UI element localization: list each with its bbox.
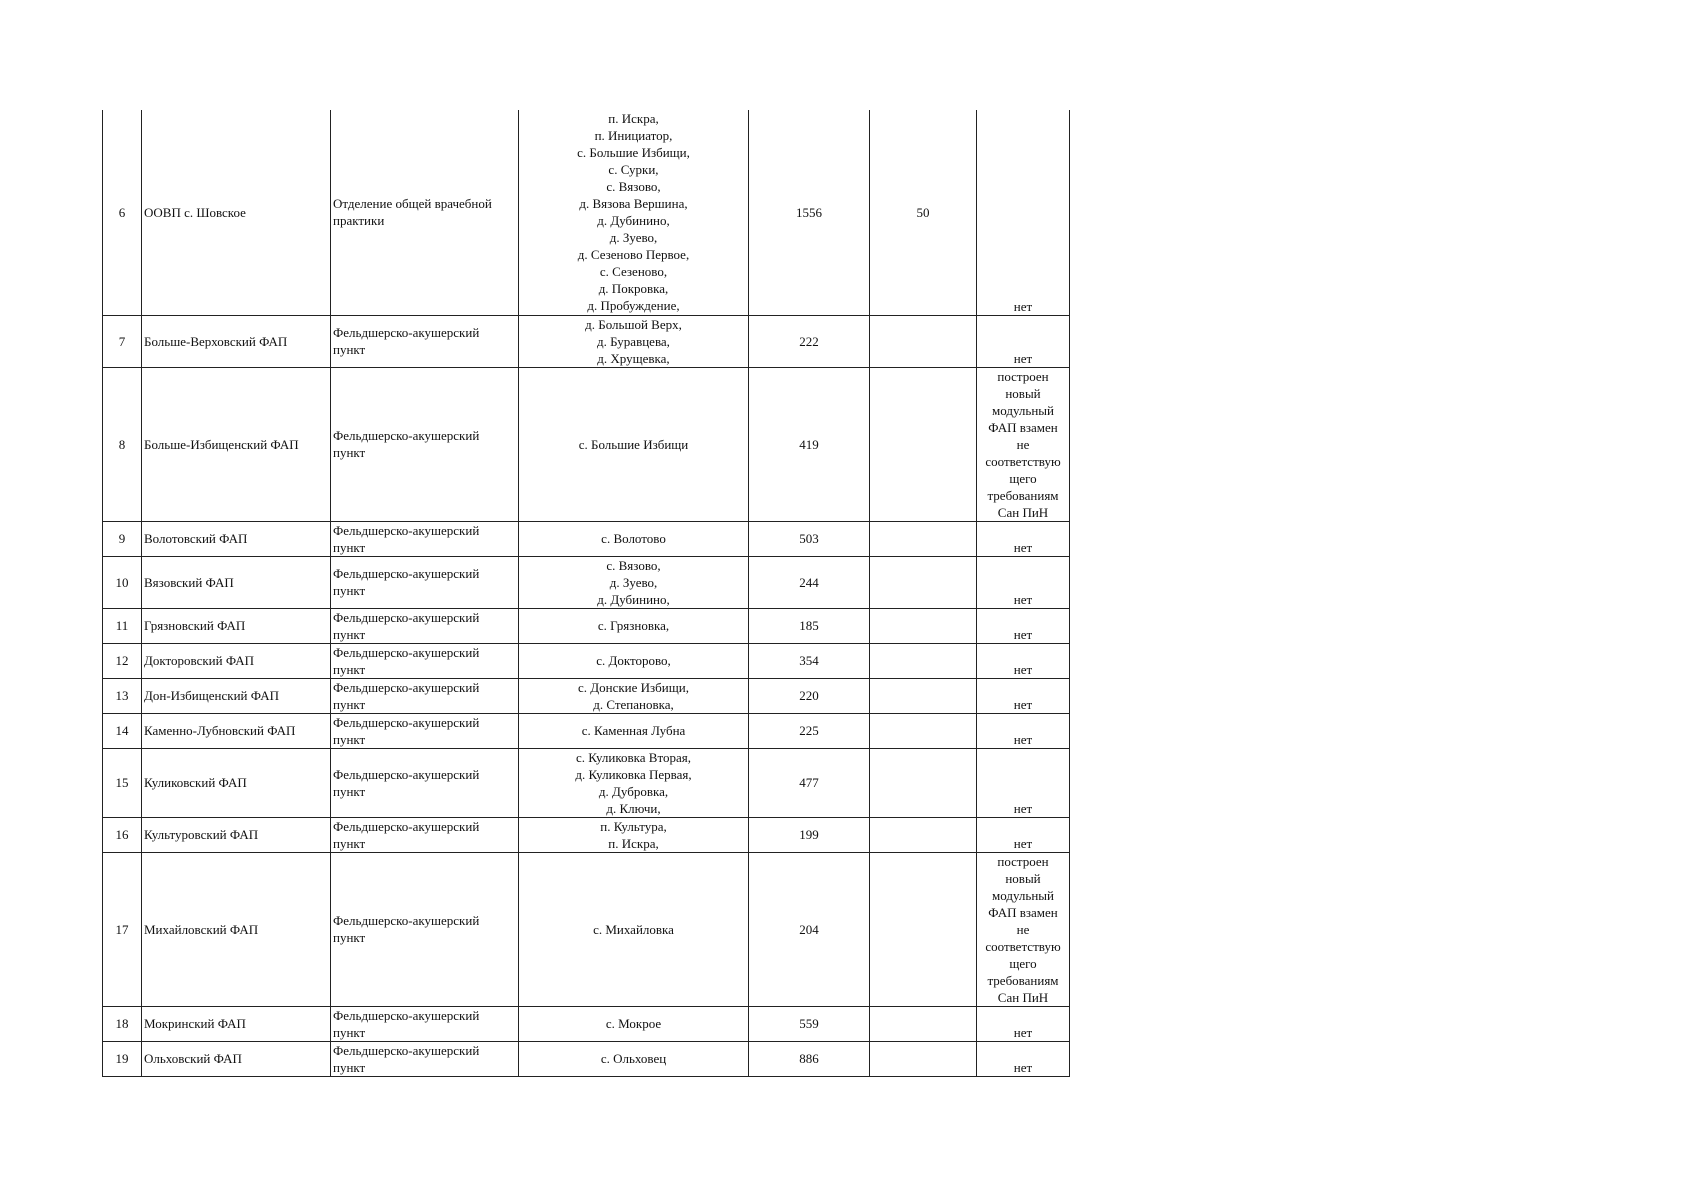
row-number: 13 bbox=[103, 678, 142, 713]
facility-type-line: пункт bbox=[333, 445, 366, 460]
facility-name: Докторовский ФАП bbox=[142, 643, 331, 678]
settlements-cell bbox=[519, 678, 749, 713]
population-count: 244 bbox=[749, 556, 870, 608]
note-line: требованиям bbox=[987, 972, 1059, 988]
table-row bbox=[103, 315, 1070, 367]
note-cell bbox=[977, 643, 1070, 678]
facility-name: Грязновский ФАП bbox=[142, 608, 331, 643]
population-count: 222 bbox=[749, 315, 870, 367]
settlement: п. Искра, bbox=[608, 111, 659, 127]
facility-type-line: Фельдшерско-акушерский bbox=[333, 522, 480, 538]
facility-type bbox=[331, 315, 519, 367]
population-count: 225 bbox=[749, 713, 870, 748]
facility-name: Больше-Верховский ФАП bbox=[142, 315, 331, 367]
note-line: построен bbox=[997, 368, 1049, 384]
note-line: нет bbox=[1013, 1059, 1033, 1075]
settlement: д. Ключи, bbox=[606, 800, 661, 816]
table-row bbox=[103, 556, 1070, 608]
settlement: д. Дубинино, bbox=[597, 213, 670, 229]
row-number: 10 bbox=[103, 556, 142, 608]
table-row bbox=[103, 643, 1070, 678]
settlements-cell bbox=[519, 643, 749, 678]
note-line: щего bbox=[1009, 955, 1037, 971]
note-line: Сан ПиН bbox=[997, 989, 1049, 1005]
settlements-cell bbox=[519, 556, 749, 608]
table-row bbox=[103, 748, 1070, 817]
note-line: нет bbox=[1013, 539, 1033, 555]
beds-count bbox=[870, 643, 977, 678]
note-cell bbox=[977, 110, 1070, 315]
row-number: 9 bbox=[103, 521, 142, 556]
population-count: 185 bbox=[749, 608, 870, 643]
note-line: требованиям bbox=[987, 487, 1059, 503]
population-count: 204 bbox=[749, 852, 870, 1006]
facility-type bbox=[331, 521, 519, 556]
note-line: щего bbox=[1009, 470, 1037, 486]
facility-name: Культуровский ФАП bbox=[142, 817, 331, 852]
facility-name: Волотовский ФАП bbox=[142, 521, 331, 556]
beds-count bbox=[870, 367, 977, 521]
row-number: 14 bbox=[103, 713, 142, 748]
note-line: модульный bbox=[992, 402, 1054, 418]
facility-type-line: Фельдшерско-акушерский bbox=[333, 566, 480, 581]
facility-type-line: пункт bbox=[333, 626, 366, 642]
row-number: 11 bbox=[103, 608, 142, 643]
facility-type bbox=[331, 643, 519, 678]
note-line: не bbox=[1016, 436, 1030, 452]
row-number: 19 bbox=[103, 1041, 142, 1076]
settlement: п. Культура, bbox=[600, 818, 667, 834]
note-cell bbox=[977, 748, 1070, 817]
facility-type bbox=[331, 367, 519, 521]
population-count: 199 bbox=[749, 817, 870, 852]
row-number: 8 bbox=[103, 367, 142, 521]
note-line: нет bbox=[1013, 298, 1033, 314]
table-row bbox=[103, 713, 1070, 748]
settlements-cell bbox=[519, 852, 749, 1006]
beds-count bbox=[870, 1006, 977, 1041]
note-cell bbox=[977, 367, 1070, 521]
note-line: нет bbox=[1013, 696, 1033, 712]
settlement: д. Зуево, bbox=[609, 230, 658, 246]
settlements-cell bbox=[519, 110, 749, 315]
note-line: нет bbox=[1013, 1024, 1033, 1040]
table-row bbox=[103, 521, 1070, 556]
settlement: д. Зуево, bbox=[609, 574, 658, 590]
population-count: 419 bbox=[749, 367, 870, 521]
note-line: нет bbox=[1013, 800, 1033, 816]
note-line: нет bbox=[1013, 661, 1033, 677]
settlement: д. Пробуждение, bbox=[587, 298, 680, 314]
settlement: д. Дубинино, bbox=[597, 591, 670, 607]
settlement: с. Куликовка Вторая, bbox=[576, 749, 691, 765]
note-line: нет bbox=[1013, 835, 1033, 851]
facility-type-line: Фельдшерско-акушерский bbox=[333, 766, 480, 782]
facility-type bbox=[331, 748, 519, 817]
row-number: 6 bbox=[103, 110, 142, 315]
facility-name: Вязовский ФАП bbox=[142, 556, 331, 608]
settlement: д. Степановка, bbox=[593, 696, 674, 712]
settlement: с. Вязово, bbox=[606, 557, 661, 573]
facility-type-line: пункт bbox=[333, 539, 366, 555]
facility-name: Куликовский ФАП bbox=[142, 748, 331, 817]
settlements-cell bbox=[519, 1041, 749, 1076]
table-body bbox=[103, 110, 1070, 1076]
facility-type bbox=[331, 852, 519, 1006]
row-number: 17 bbox=[103, 852, 142, 1006]
facility-name: Дон-Избищенский ФАП bbox=[142, 678, 331, 713]
note-line: не bbox=[1016, 921, 1030, 937]
facility-type-line: Фельдшерско-акушерский bbox=[333, 679, 480, 695]
note-cell bbox=[977, 713, 1070, 748]
population-count: 1556 bbox=[749, 110, 870, 315]
settlement: д. Вязова Вершина, bbox=[579, 196, 688, 212]
settlement: с. Донские Избищи, bbox=[578, 679, 689, 695]
facility-type-line: Фельдшерско-акушерский bbox=[333, 644, 480, 660]
note-cell bbox=[977, 521, 1070, 556]
settlement: д. Хрущевка, bbox=[597, 350, 670, 366]
facility-name: Михайловский ФАП bbox=[142, 852, 331, 1006]
facility-type-line: Фельдшерско-акушерский bbox=[333, 714, 480, 730]
settlement: с. Докторово, bbox=[596, 653, 671, 668]
settlement: с. Михайловка bbox=[593, 921, 674, 937]
population-count: 503 bbox=[749, 521, 870, 556]
settlements-cell bbox=[519, 713, 749, 748]
facility-type-line: пункт bbox=[333, 583, 366, 598]
settlements-cell bbox=[519, 817, 749, 852]
beds-count bbox=[870, 748, 977, 817]
beds-count bbox=[870, 713, 977, 748]
facility-type bbox=[331, 1006, 519, 1041]
settlement: с. Мокрое bbox=[605, 1016, 662, 1031]
beds-count: 50 bbox=[870, 110, 977, 315]
note-line: нет bbox=[1013, 731, 1033, 747]
table-row bbox=[103, 1041, 1070, 1076]
beds-count bbox=[870, 608, 977, 643]
facility-type bbox=[331, 608, 519, 643]
beds-count bbox=[870, 678, 977, 713]
facility-type-line: пункт bbox=[333, 1024, 366, 1040]
table-row bbox=[103, 367, 1070, 521]
note-cell bbox=[977, 852, 1070, 1006]
table-row bbox=[103, 110, 1070, 315]
note-line: новый bbox=[1005, 385, 1041, 401]
beds-count bbox=[870, 556, 977, 608]
facility-name: Каменно-Лубновский ФАП bbox=[142, 713, 331, 748]
settlement: п. Инициатор, bbox=[594, 128, 673, 144]
row-number: 18 bbox=[103, 1006, 142, 1041]
facility-type-line: пункт bbox=[333, 783, 366, 799]
facility-type bbox=[331, 1041, 519, 1076]
settlement: д. Куликовка Первая, bbox=[575, 766, 692, 782]
facility-type-line: пункт bbox=[333, 342, 366, 357]
facility-type-line: пункт bbox=[333, 731, 366, 747]
table-row bbox=[103, 1006, 1070, 1041]
facilities-table bbox=[102, 110, 1070, 1077]
settlements-cell bbox=[519, 748, 749, 817]
row-number: 12 bbox=[103, 643, 142, 678]
facility-type-line: пункт bbox=[333, 835, 366, 851]
facility-type bbox=[331, 556, 519, 608]
facility-type-line: практики bbox=[333, 213, 385, 229]
settlement: с. Сурки, bbox=[608, 162, 659, 178]
population-count: 559 bbox=[749, 1006, 870, 1041]
facility-type-line: пункт bbox=[333, 661, 366, 677]
settlements-cell bbox=[519, 521, 749, 556]
facility-type-line: Фельдшерско-акушерский bbox=[333, 609, 480, 625]
beds-count bbox=[870, 852, 977, 1006]
settlement: с. Вязово, bbox=[606, 179, 661, 195]
facility-type-line: Фельдшерско-акушерский bbox=[333, 325, 480, 340]
note-cell bbox=[977, 678, 1070, 713]
settlement: д. Сезеново Первое, bbox=[577, 247, 690, 263]
facility-type bbox=[331, 817, 519, 852]
row-number: 16 bbox=[103, 817, 142, 852]
settlements-cell bbox=[519, 367, 749, 521]
beds-count bbox=[870, 817, 977, 852]
table-row bbox=[103, 852, 1070, 1006]
facility-type-line: пункт bbox=[333, 696, 366, 712]
note-cell bbox=[977, 817, 1070, 852]
facility-type-line: Фельдшерско-акушерский bbox=[333, 1007, 480, 1023]
facility-type bbox=[331, 678, 519, 713]
note-line: соответствую bbox=[985, 453, 1061, 469]
note-line: ФАП взамен bbox=[988, 419, 1058, 435]
facility-type-line: Отделение общей врачебной bbox=[333, 196, 492, 212]
facility-type-line: Фельдшерско-акушерский bbox=[333, 818, 480, 834]
settlements-cell bbox=[519, 608, 749, 643]
note-line: нет bbox=[1013, 350, 1033, 366]
settlement: д. Буравцева, bbox=[597, 333, 670, 349]
beds-count bbox=[870, 315, 977, 367]
settlements-cell bbox=[519, 315, 749, 367]
note-cell bbox=[977, 1006, 1070, 1041]
table-row bbox=[103, 817, 1070, 852]
settlement: д. Покровка, bbox=[598, 281, 669, 297]
population-count: 886 bbox=[749, 1041, 870, 1076]
settlement: с. Большие Избищи bbox=[578, 436, 689, 452]
note-line: Сан ПиН bbox=[997, 504, 1049, 520]
note-cell bbox=[977, 315, 1070, 367]
settlement: д. Большой Верх, bbox=[585, 316, 682, 332]
settlements-cell bbox=[519, 1006, 749, 1041]
facility-type bbox=[331, 713, 519, 748]
note-line: нет bbox=[1013, 626, 1033, 642]
table-row bbox=[103, 678, 1070, 713]
settlement: п. Искра, bbox=[608, 835, 659, 851]
settlement: с. Большие Избищи, bbox=[577, 145, 690, 161]
note-line: нет bbox=[1013, 591, 1033, 607]
note-line: построен bbox=[997, 853, 1049, 869]
note-cell bbox=[977, 1041, 1070, 1076]
facility-type bbox=[331, 110, 519, 315]
note-line: новый bbox=[1005, 870, 1041, 886]
facility-name: ООВП с. Шовское bbox=[142, 110, 331, 315]
note-line: ФАП взамен bbox=[988, 904, 1058, 920]
settlement: д. Дубровка, bbox=[598, 783, 669, 799]
settlement: с. Волотово bbox=[601, 531, 666, 546]
note-line: соответствую bbox=[985, 938, 1061, 954]
facility-type-line: Фельдшерско-акушерский bbox=[333, 1042, 480, 1058]
beds-count bbox=[870, 521, 977, 556]
facility-name: Мокринский ФАП bbox=[142, 1006, 331, 1041]
settlement: с. Сезеново, bbox=[599, 264, 668, 280]
settlement: с. Каменная Лубна bbox=[581, 723, 686, 738]
settlement: с. Ольховец bbox=[600, 1051, 667, 1066]
settlement: с. Грязновка, bbox=[597, 618, 670, 633]
facility-type-line: пункт bbox=[333, 1059, 366, 1075]
population-count: 220 bbox=[749, 678, 870, 713]
facility-name: Ольховский ФАП bbox=[142, 1041, 331, 1076]
facility-type-line: пункт bbox=[333, 930, 366, 945]
table-row bbox=[103, 608, 1070, 643]
population-count: 477 bbox=[749, 748, 870, 817]
facility-name: Больше-Избищенский ФАП bbox=[142, 367, 331, 521]
row-number: 7 bbox=[103, 315, 142, 367]
note-line: модульный bbox=[992, 887, 1054, 903]
note-cell bbox=[977, 608, 1070, 643]
facility-type-line: Фельдшерско-акушерский bbox=[333, 913, 480, 928]
row-number: 15 bbox=[103, 748, 142, 817]
beds-count bbox=[870, 1041, 977, 1076]
population-count: 354 bbox=[749, 643, 870, 678]
facility-type-line: Фельдшерско-акушерский bbox=[333, 428, 480, 443]
note-cell bbox=[977, 556, 1070, 608]
